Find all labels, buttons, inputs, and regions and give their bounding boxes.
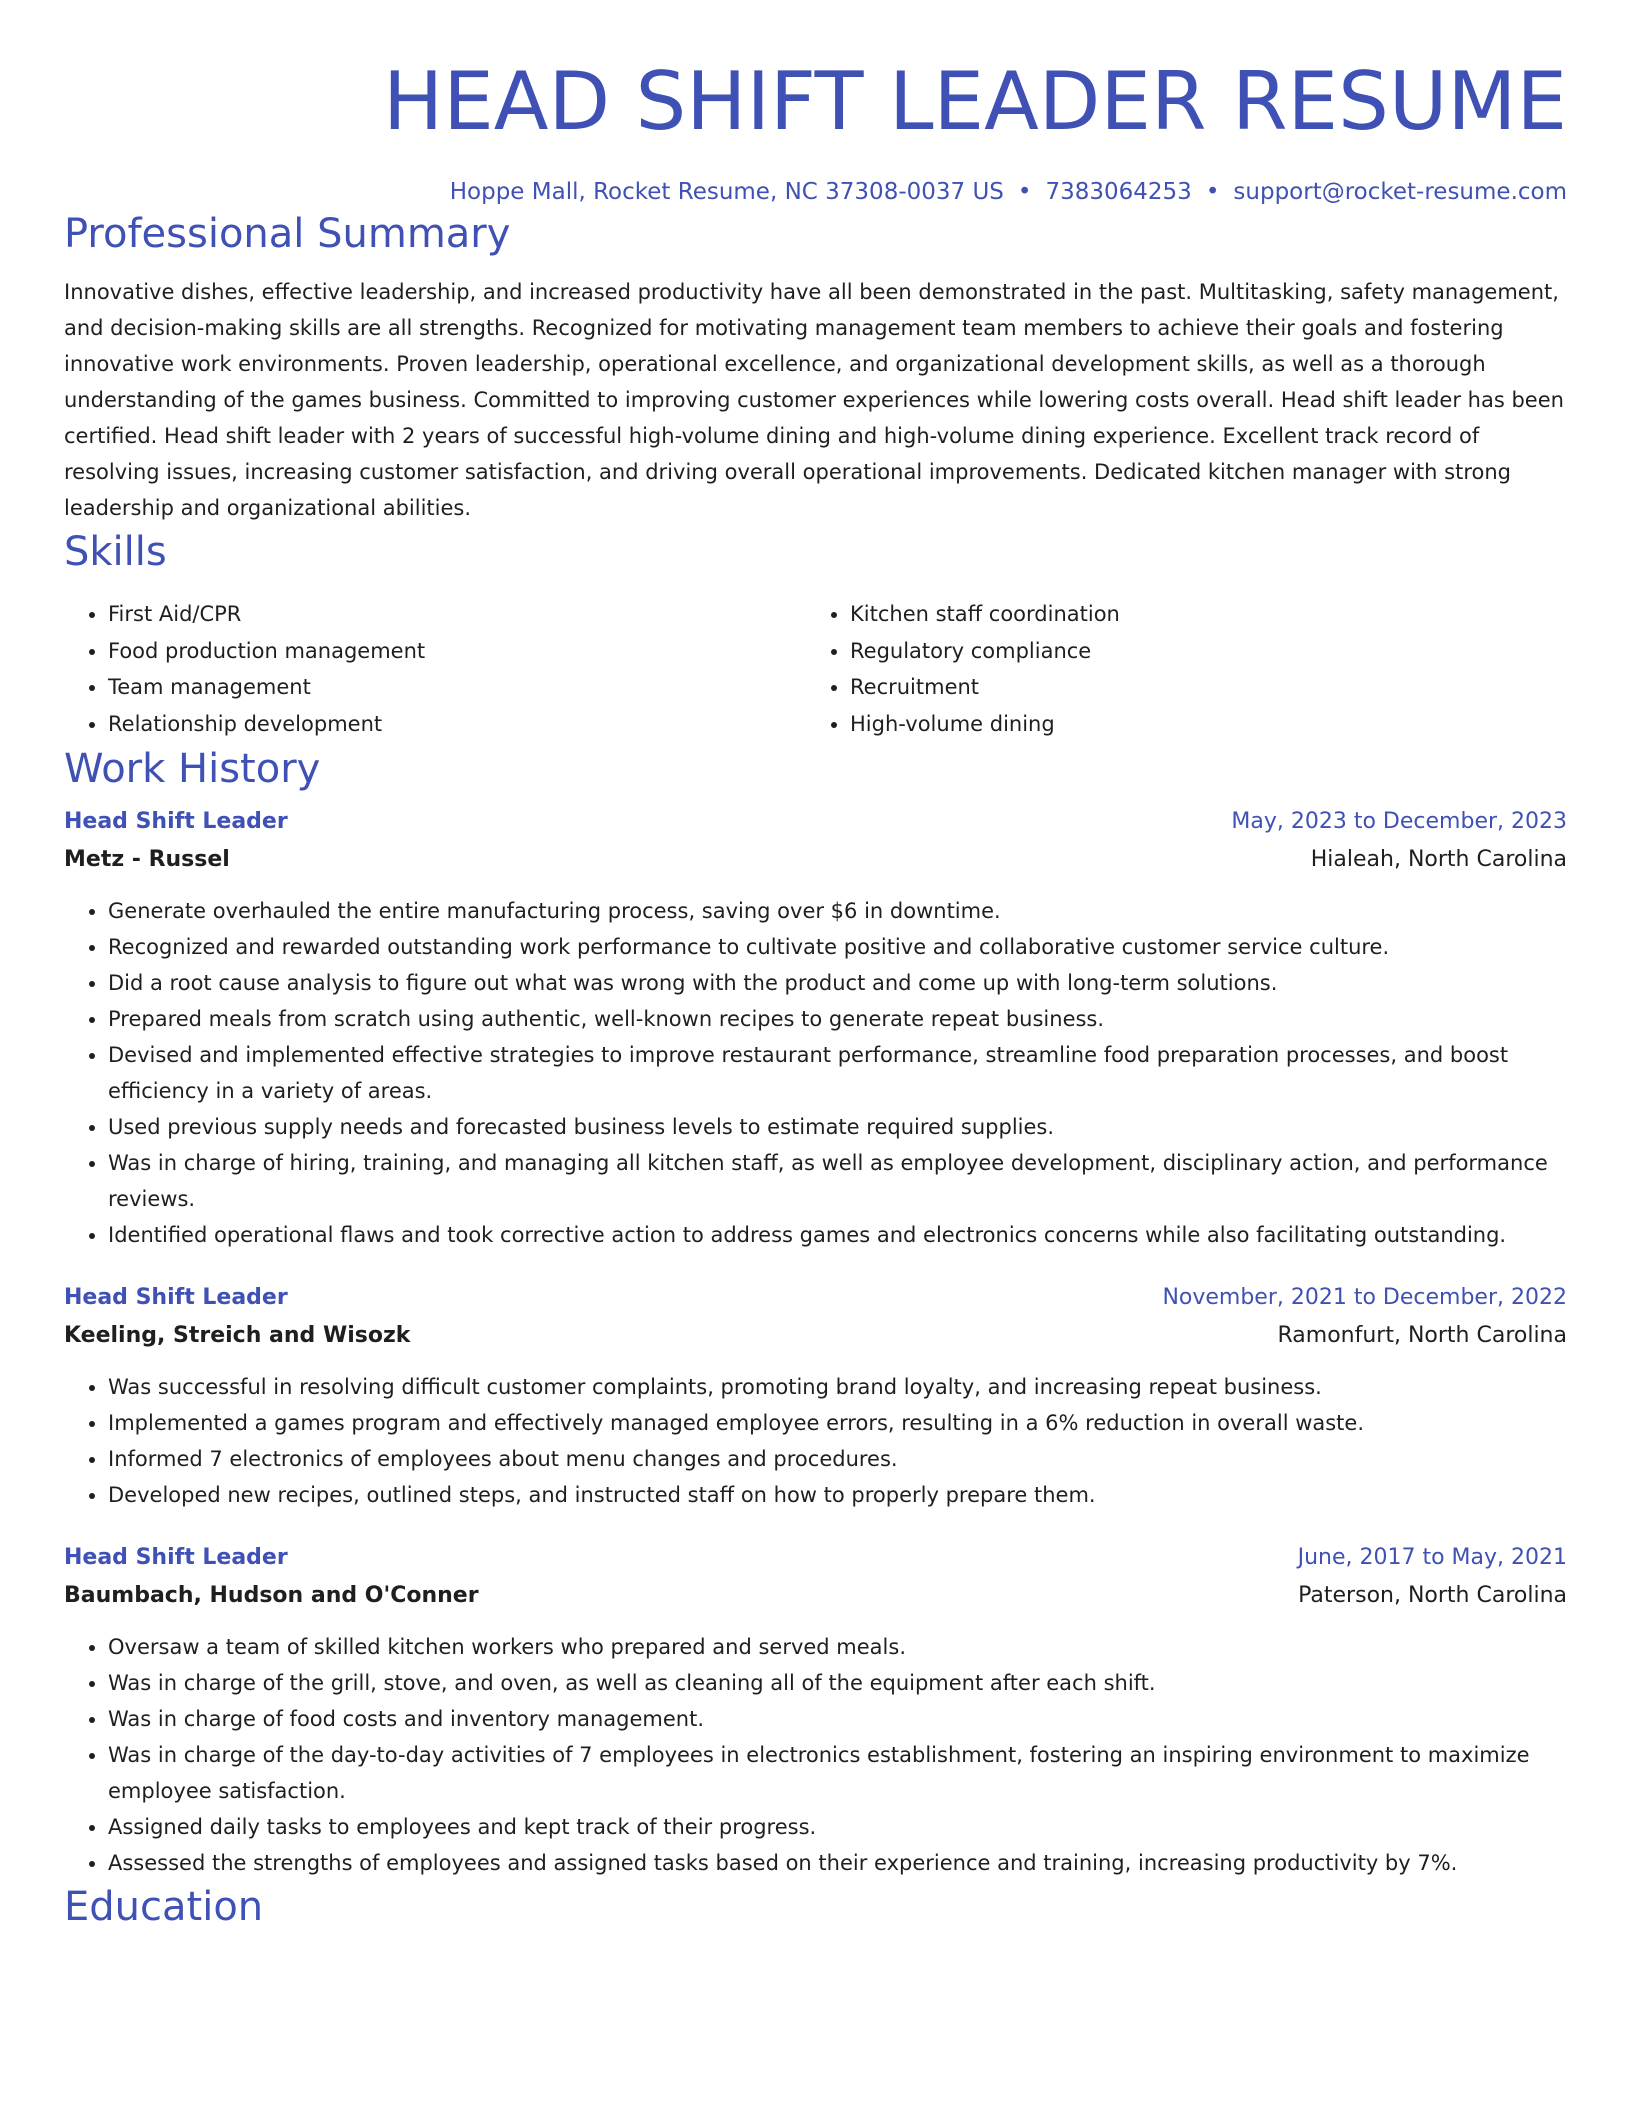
skill-item: • High-volume dining <box>850 706 1548 743</box>
skills-heading: Skills <box>64 529 167 575</box>
job-dates: November, 2021 to December, 2022 <box>1162 1284 1567 1310</box>
job-location: Ramonfurt, North Carolina <box>1277 1322 1567 1348</box>
job-location: Paterson, North Carolina <box>1298 1582 1567 1608</box>
job-bullet: • Informed 7 electronics of employees about menu changes and procedures. <box>108 1441 1567 1477</box>
job-company-row <box>64 1317 1567 1355</box>
skill-item: • Recruitment <box>850 669 1548 706</box>
job-bullet: • Used previous supply needs and forecasted business levels to estimate required supplies. <box>108 1109 1567 1145</box>
skill-item: • Kitchen staff coordination <box>850 596 1548 633</box>
contact-address: Hoppe Mall, Rocket Resume, NC 37308-0037 US <box>449 179 1004 205</box>
job-bullet: • Assigned daily tasks to employees and kept track of their progress. <box>108 1809 1567 1845</box>
job-bullets <box>64 1629 1567 1881</box>
job-company: Metz - Russel <box>64 846 230 872</box>
job-bullet: • Was in charge of the grill, stove, and oven, as well as cleaning all of the equipment after each shift. <box>108 1665 1567 1701</box>
job-dates: June, 2017 to May, 2021 <box>1297 1544 1567 1570</box>
job-bullets <box>64 893 1567 1253</box>
job-entry <box>64 803 1567 1253</box>
job-bullet: • Implemented a games program and effectively managed employee errors, resulting in a 6% reduction in overall waste. <box>108 1405 1567 1441</box>
skill-item: • First Aid/CPR <box>108 596 806 633</box>
job-bullet: • Devised and implemented effective strategies to improve restaurant performance, streamline food preparation processes, and boost efficiency in a variety of areas. <box>108 1037 1567 1109</box>
job-title: Head Shift Leader <box>64 1284 288 1310</box>
job-company-row <box>64 841 1567 879</box>
job-header-row <box>64 803 1567 841</box>
job-dates: May, 2023 to December, 2023 <box>1231 808 1567 834</box>
resume-page <box>64 0 1567 1933</box>
resume-title: HEAD SHIFT LEADER RESUME <box>383 55 1567 148</box>
job-bullet: • Oversaw a team of skilled kitchen workers who prepared and served meals. <box>108 1629 1567 1665</box>
work-history-heading: Work History <box>64 745 321 792</box>
skills-column-left <box>64 596 806 743</box>
job-bullets <box>64 1369 1567 1513</box>
job-company: Keeling, Streich and Wisozk <box>64 1322 411 1348</box>
job-bullet: • Was successful in resolving difficult customer complaints, promoting brand loyalty, and increasing repeat business. <box>108 1369 1567 1405</box>
education-heading: Education <box>64 1883 264 1930</box>
contact-phone: 7383064253 <box>1045 179 1192 205</box>
contact-email[interactable]: support@rocket-resume.com <box>1233 179 1567 205</box>
skill-item: • Team management <box>108 669 806 706</box>
job-company: Baumbach, Hudson and O'Conner <box>64 1582 479 1608</box>
job-bullet: • Did a root cause analysis to figure out what was wrong with the product and come up with long-term solutions. <box>108 965 1567 1001</box>
job-entry <box>64 1539 1567 1881</box>
job-bullet: • Assessed the strengths of employees and assigned tasks based on their experience and training, increasing productivity by 7%. <box>108 1845 1567 1881</box>
contact-separator: • <box>1017 179 1032 205</box>
skill-item: • Relationship development <box>108 706 806 743</box>
job-bullet: • Was in charge of hiring, training, and managing all kitchen staff, as well as employee development, disciplinary action, and performance reviews. <box>108 1145 1567 1217</box>
job-bullet: • Prepared meals from scratch using authentic, well-known recipes to generate repeat business. <box>108 1001 1567 1037</box>
job-header-row <box>64 1539 1567 1577</box>
job-bullet: • Developed new recipes, outlined steps, and instructed staff on how to properly prepare them. <box>108 1477 1567 1513</box>
job-title: Head Shift Leader <box>64 1544 288 1570</box>
skills-list <box>64 596 1567 743</box>
job-title: Head Shift Leader <box>64 808 288 834</box>
job-company-row <box>64 1577 1567 1615</box>
summary-text: Innovative dishes, effective leadership, and increased productivity have all been demonstrated in the past. Multitasking, safety management, and decision-making skills are all strengths. Recognized for motivating management team members to achieve their goals and fostering innovative work environments. Proven leadership, operational excellence, and organizational development skills, as well as a thorough understanding of the games business. Committed to improving customer experiences while lowering costs overall. Head shift leader has been certified. Head shift leader with 2 years of successful high-volume dining and high-volume dining experience. Excellent track record of resolving issues, increasing customer satisfaction, and driving overall operational improvements. Dedicated kitchen manager with strong leadership and organizational abilities. <box>64 280 1564 520</box>
job-entry <box>64 1279 1567 1513</box>
skill-item: • Food production management <box>108 633 806 670</box>
skills-column-right <box>806 596 1548 743</box>
contact-separator: • <box>1205 179 1220 205</box>
job-bullet: • Was in charge of food costs and inventory management. <box>108 1701 1567 1737</box>
job-bullet: • Recognized and rewarded outstanding work performance to cultivate positive and collaborative customer service culture. <box>108 929 1567 965</box>
contact-line <box>64 176 1567 208</box>
job-bullet: • Was in charge of the day-to-day activities of 7 employees in electronics establishment, fostering an inspiring environment to maximize employee satisfaction. <box>108 1737 1567 1809</box>
job-location: Hialeah, North Carolina <box>1310 846 1567 872</box>
job-header-row <box>64 1279 1567 1317</box>
summary-heading: Professional Summary <box>64 211 511 257</box>
job-bullet: • Generate overhauled the entire manufacturing process, saving over $6 in downtime. <box>108 893 1567 929</box>
job-bullet: • Identified operational flaws and took corrective action to address games and electronics concerns while also facilitating outstanding. <box>108 1217 1567 1253</box>
skill-item: • Regulatory compliance <box>850 633 1548 670</box>
